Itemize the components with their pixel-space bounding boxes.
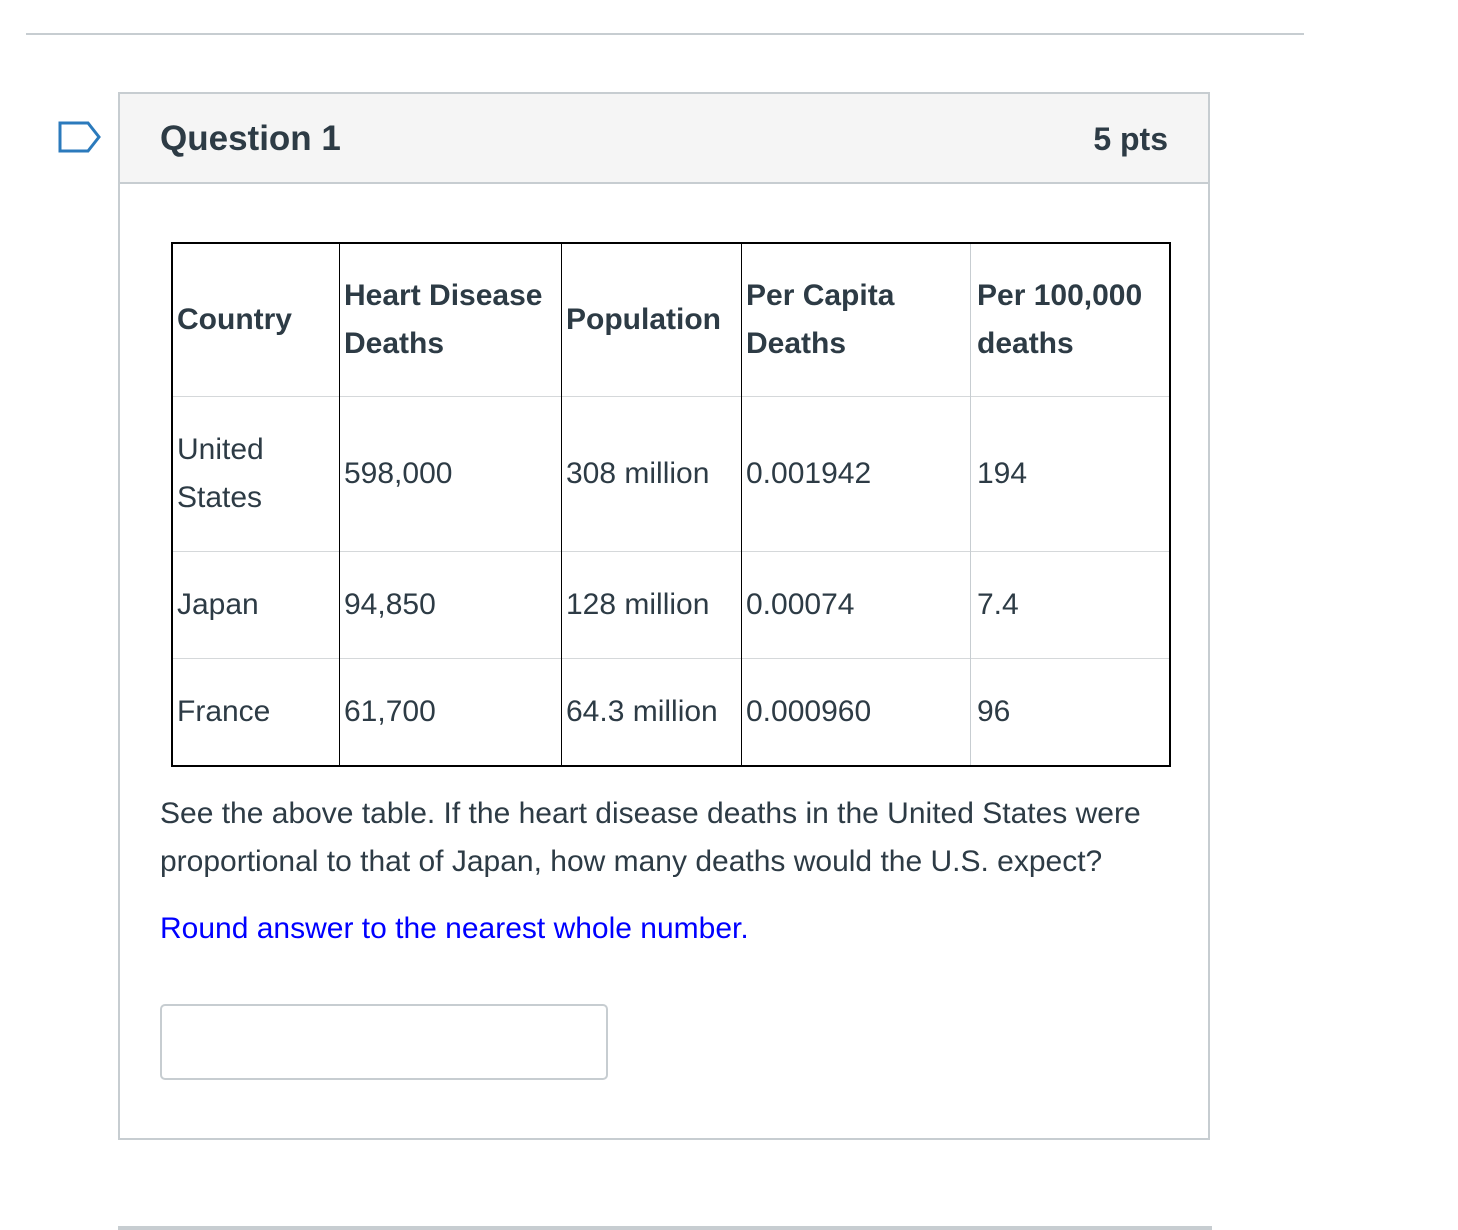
header-per-capita-deaths: Per Capita Deaths [742, 243, 971, 397]
cell-population: 128 million [562, 552, 742, 659]
question-text: See the above table. If the heart disease deaths in the United States were proportional to that of Japan, how many deaths would the U.S. expect? [160, 797, 1141, 878]
cell-country: Japan [172, 552, 340, 659]
cell-per-100000-deaths: 96 [971, 659, 1171, 767]
cell-country: United States [172, 397, 340, 552]
table-row [172, 397, 1170, 552]
cell-per-100000-deaths: 7.4 [971, 552, 1171, 659]
question-hint: Round answer to the nearest whole number. [160, 912, 749, 945]
table-header-row [172, 243, 1170, 397]
question-card [118, 92, 1210, 1140]
cell-per-capita-deaths: 0.00074 [742, 552, 971, 659]
cell-country: France [172, 659, 340, 767]
table-row [172, 659, 1170, 767]
cell-per-capita-deaths: 0.000960 [742, 659, 971, 767]
bottom-divider [118, 1226, 1212, 1230]
cell-heart-disease-deaths: 94,850 [340, 552, 562, 659]
cell-heart-disease-deaths: 61,700 [340, 659, 562, 767]
question-header [120, 94, 1208, 184]
top-divider [26, 33, 1304, 35]
header-per-100000-deaths: Per 100,000 deaths [971, 243, 1171, 397]
question-points: 5 pts [1093, 121, 1168, 157]
answer-input[interactable] [160, 1004, 608, 1080]
cell-per-capita-deaths: 0.001942 [742, 397, 971, 552]
bookmark-flag-icon[interactable] [58, 121, 102, 153]
cell-population: 308 million [562, 397, 742, 552]
question-title: Question 1 [160, 119, 341, 158]
cell-population: 64.3 million [562, 659, 742, 767]
header-population: Population [562, 243, 742, 397]
cell-heart-disease-deaths: 598,000 [340, 397, 562, 552]
data-table [171, 242, 1171, 767]
table-row [172, 552, 1170, 659]
header-heart-disease-deaths: Heart Disease Deaths [340, 243, 562, 397]
cell-per-100000-deaths: 194 [971, 397, 1171, 552]
header-country: Country [177, 303, 292, 336]
